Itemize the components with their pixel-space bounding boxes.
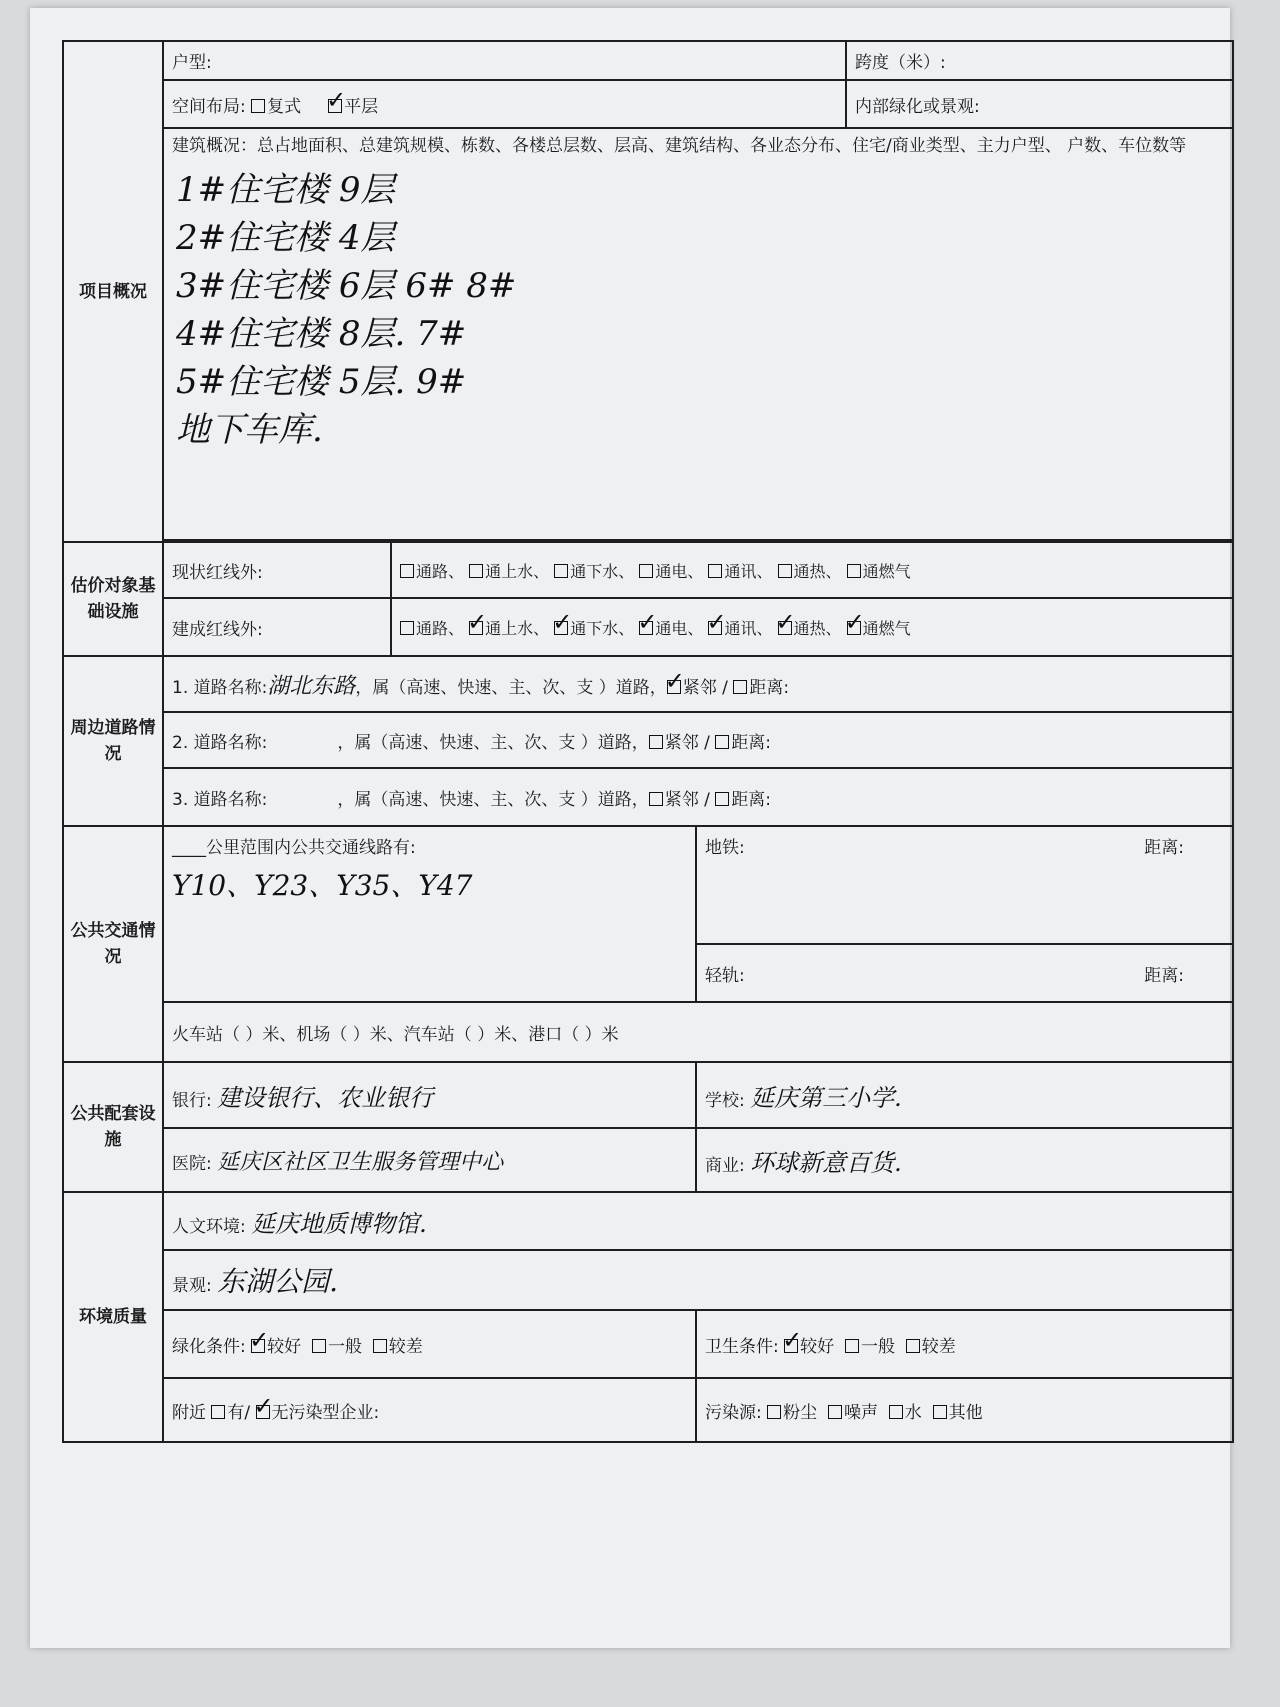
- hospital-label: 医院:: [172, 1153, 212, 1174]
- building-line: 1#住宅楼 9层: [176, 170, 395, 210]
- commerce-label: 商业:: [705, 1155, 745, 1176]
- culture-value: 延庆地质博物馆.: [251, 1209, 427, 1238]
- checkbox-infra[interactable]: [778, 564, 792, 578]
- distance-label: 距离:: [731, 789, 772, 810]
- building-line: 3#住宅楼 6层 6# 8#: [176, 266, 517, 306]
- bus-lines-value[interactable]: Y10、Y23、Y35、Y47: [172, 869, 473, 902]
- road-row: [163, 768, 1233, 826]
- checkbox-adjacent[interactable]: [649, 792, 663, 806]
- pollution-label: 污染源:: [705, 1402, 762, 1423]
- greening-label: 内部绿化或景观:: [855, 96, 980, 117]
- road-prefix: 3. 道路名称:: [172, 789, 268, 810]
- checkbox-nearby-none[interactable]: [256, 1405, 270, 1419]
- layout-field: [163, 80, 846, 128]
- checkbox-pollution-other[interactable]: [933, 1405, 947, 1419]
- infra-option-label: 通燃气: [862, 618, 911, 638]
- infra-option-label: 通讯、: [724, 561, 773, 581]
- road-prefix: 2. 道路名称:: [172, 732, 268, 753]
- sanitation-condition-cell: [696, 1310, 1233, 1378]
- greening-good-label: 较好: [267, 1336, 302, 1357]
- current-redline-options: [391, 542, 1233, 598]
- checkbox-infra[interactable]: [400, 621, 414, 635]
- built-redline-options: [391, 598, 1233, 656]
- school-cell[interactable]: [696, 1062, 1233, 1128]
- infra-option-label: 通燃气: [862, 561, 911, 581]
- span-label: 跨度（米）:: [855, 53, 946, 73]
- separator: /: [698, 789, 716, 810]
- road-row: [163, 712, 1233, 768]
- infra-option-label: 通路、: [416, 618, 465, 638]
- checkbox-sanitation-poor[interactable]: [906, 1339, 920, 1353]
- nearby-none-label: 无污染型企业:: [271, 1402, 380, 1423]
- checkbox-adjacent[interactable]: [667, 680, 681, 694]
- checkbox-infra[interactable]: [554, 621, 568, 635]
- road-suffix: ，属（高速、快速、主、次、支 ）道路，: [337, 732, 649, 753]
- flat-label: 平层: [344, 96, 379, 117]
- building-overview-instruction: 建筑概况：总占地面积、总建筑规模、栋数、各楼总层数、层高、建筑结构、各业态分布、住宅/商业类型、主力户型、 户数、车位数等: [172, 136, 1187, 156]
- checkbox-adjacent[interactable]: [649, 735, 663, 749]
- bank-label: 银行:: [172, 1090, 212, 1111]
- checkbox-flat[interactable]: [328, 99, 342, 113]
- building-line: 2#住宅楼 4层: [176, 218, 395, 258]
- culture-cell[interactable]: [163, 1192, 1233, 1250]
- checkbox-infra[interactable]: [469, 621, 483, 635]
- checkbox-distance[interactable]: [715, 792, 729, 806]
- pollution-noise-label: 噪声: [843, 1402, 878, 1423]
- checkbox-duplex[interactable]: [251, 99, 265, 113]
- subway-cell[interactable]: [696, 826, 1233, 944]
- unit-type-label: 户型:: [172, 53, 212, 73]
- building-line: 5#住宅楼 5层. 9#: [176, 362, 467, 402]
- checkbox-infra[interactable]: [708, 621, 722, 635]
- commerce-cell[interactable]: [696, 1128, 1233, 1192]
- checkbox-infra[interactable]: [639, 564, 653, 578]
- infra-option-label: 通上水、: [485, 618, 550, 638]
- checkbox-nearby-has[interactable]: [211, 1405, 225, 1419]
- infra-option-label: 通热、: [793, 561, 842, 581]
- adjacent-label: 紧邻: [664, 789, 699, 810]
- infra-option-label: 通路、: [416, 561, 465, 581]
- category-environment: 环境质量: [63, 1192, 163, 1442]
- category-transit: 公共交通情况: [63, 826, 163, 1062]
- infra-option-label: 通上水、: [485, 561, 550, 581]
- checkbox-infra[interactable]: [400, 564, 414, 578]
- checkbox-distance[interactable]: [733, 680, 747, 694]
- scenery-cell[interactable]: [163, 1250, 1233, 1310]
- bank-value: 建设银行、农业银行: [217, 1083, 434, 1112]
- separator: /: [716, 677, 734, 698]
- checkbox-distance[interactable]: [715, 735, 729, 749]
- pollution-water-label: 水: [904, 1402, 922, 1423]
- infra-option-label: 通电、: [655, 561, 704, 581]
- span-field[interactable]: [846, 41, 1233, 80]
- nearby-has-label: 有/: [227, 1402, 251, 1423]
- building-overview-cell: [163, 128, 1233, 540]
- checkbox-infra[interactable]: [708, 564, 722, 578]
- nearby-enterprise-cell: [163, 1378, 696, 1442]
- infra-option-label: 通电、: [655, 618, 704, 638]
- category-roads: 周边道路情况: [63, 656, 163, 826]
- sanitation-poor-label: 较差: [921, 1336, 956, 1357]
- commerce-value: 环球新意百货.: [750, 1148, 902, 1177]
- checkbox-sanitation-average[interactable]: [845, 1339, 859, 1353]
- lightrail-label: 轻轨:: [705, 965, 745, 986]
- culture-label: 人文环境:: [172, 1216, 246, 1237]
- checkbox-sanitation-good[interactable]: [784, 1339, 798, 1353]
- sanitation-good-label: 较好: [800, 1336, 835, 1357]
- checkbox-infra[interactable]: [639, 621, 653, 635]
- building-line: 4#住宅楼 8层. 7#: [176, 314, 467, 354]
- current-redline-label: 现状红线外:: [163, 542, 391, 598]
- checkbox-infra[interactable]: [847, 621, 861, 635]
- greening-condition-label: 绿化条件:: [172, 1336, 246, 1357]
- checkbox-greening-good[interactable]: [251, 1339, 265, 1353]
- checkbox-infra[interactable]: [778, 621, 792, 635]
- greening-field[interactable]: [846, 80, 1233, 128]
- unit-type-field[interactable]: [163, 41, 846, 80]
- greening-condition-cell: [163, 1310, 696, 1378]
- school-value: 延庆第三小学.: [750, 1083, 902, 1112]
- bank-cell[interactable]: [163, 1062, 696, 1128]
- built-redline-label: 建成红线外:: [163, 598, 391, 656]
- scenery-value: 东湖公园.: [217, 1265, 339, 1298]
- greening-average-label: 一般: [327, 1336, 362, 1357]
- sanitation-label: 卫生条件:: [705, 1336, 779, 1357]
- category-infrastructure: 估价对象基础设施: [63, 542, 163, 656]
- building-line: 地下车库.: [176, 410, 323, 450]
- category-project-overview: 项目概况: [63, 41, 163, 542]
- checkbox-greening-average[interactable]: [312, 1339, 326, 1353]
- category-facilities: 公共配套设施: [63, 1062, 163, 1192]
- subway-label: 地铁:: [705, 838, 745, 858]
- checkbox-greening-poor[interactable]: [373, 1339, 387, 1353]
- checkbox-pollution-dust[interactable]: [767, 1405, 781, 1419]
- hospital-value: 延庆区社区卫生服务管理中心: [217, 1149, 504, 1175]
- lightrail-distance-label: 距离:: [1144, 965, 1184, 986]
- road-name-value[interactable]: 湖北东路: [267, 673, 356, 699]
- lightrail-cell[interactable]: [696, 944, 1233, 1002]
- school-label: 学校:: [705, 1090, 745, 1111]
- checkbox-infra[interactable]: [469, 564, 483, 578]
- adjacent-label: 紧邻: [664, 732, 699, 753]
- layout-label: 空间布局:: [172, 96, 246, 117]
- hospital-cell[interactable]: [163, 1128, 696, 1192]
- stations-row[interactable]: 火车站（ ）米、机场（ ）米、汽车站（ ）米、港口（ ）米: [163, 1002, 1233, 1062]
- distance-label: 距离:: [731, 732, 772, 753]
- infra-option-label: 通热、: [793, 618, 842, 638]
- greening-poor-label: 较差: [388, 1336, 423, 1357]
- sanitation-average-label: 一般: [860, 1336, 895, 1357]
- form-table: [62, 40, 1234, 1443]
- pollution-source-cell: [696, 1378, 1233, 1442]
- duplex-label: 复式: [267, 96, 302, 117]
- subway-distance-label: 距离:: [1144, 838, 1184, 858]
- infra-option-label: 通下水、: [570, 618, 635, 638]
- bus-lines-label: ____公里范围内公共交通线路有:: [172, 838, 416, 858]
- road-suffix: ，属（高速、快速、主、次、支 ）道路，: [355, 677, 667, 698]
- adjacent-label: 紧邻: [682, 677, 717, 698]
- pollution-dust-label: 粉尘: [783, 1402, 818, 1423]
- road-suffix: ，属（高速、快速、主、次、支 ）道路，: [337, 789, 649, 810]
- pollution-other-label: 其他: [948, 1402, 983, 1423]
- checkbox-pollution-noise[interactable]: [828, 1405, 842, 1419]
- bus-lines-cell: [163, 826, 696, 1002]
- checkbox-infra[interactable]: [847, 564, 861, 578]
- distance-label: 距离:: [749, 677, 790, 698]
- infra-option-label: 通讯、: [724, 618, 773, 638]
- checkbox-infra[interactable]: [554, 564, 568, 578]
- nearby-prefix: 附近: [172, 1402, 206, 1423]
- infra-option-label: 通下水、: [570, 561, 635, 581]
- road-prefix: 1. 道路名称:: [172, 677, 268, 698]
- separator: /: [698, 732, 716, 753]
- checkbox-pollution-water[interactable]: [889, 1405, 903, 1419]
- handwritten-building-list: [176, 166, 1224, 454]
- scenery-label: 景观:: [172, 1276, 212, 1296]
- road-row: [163, 656, 1233, 712]
